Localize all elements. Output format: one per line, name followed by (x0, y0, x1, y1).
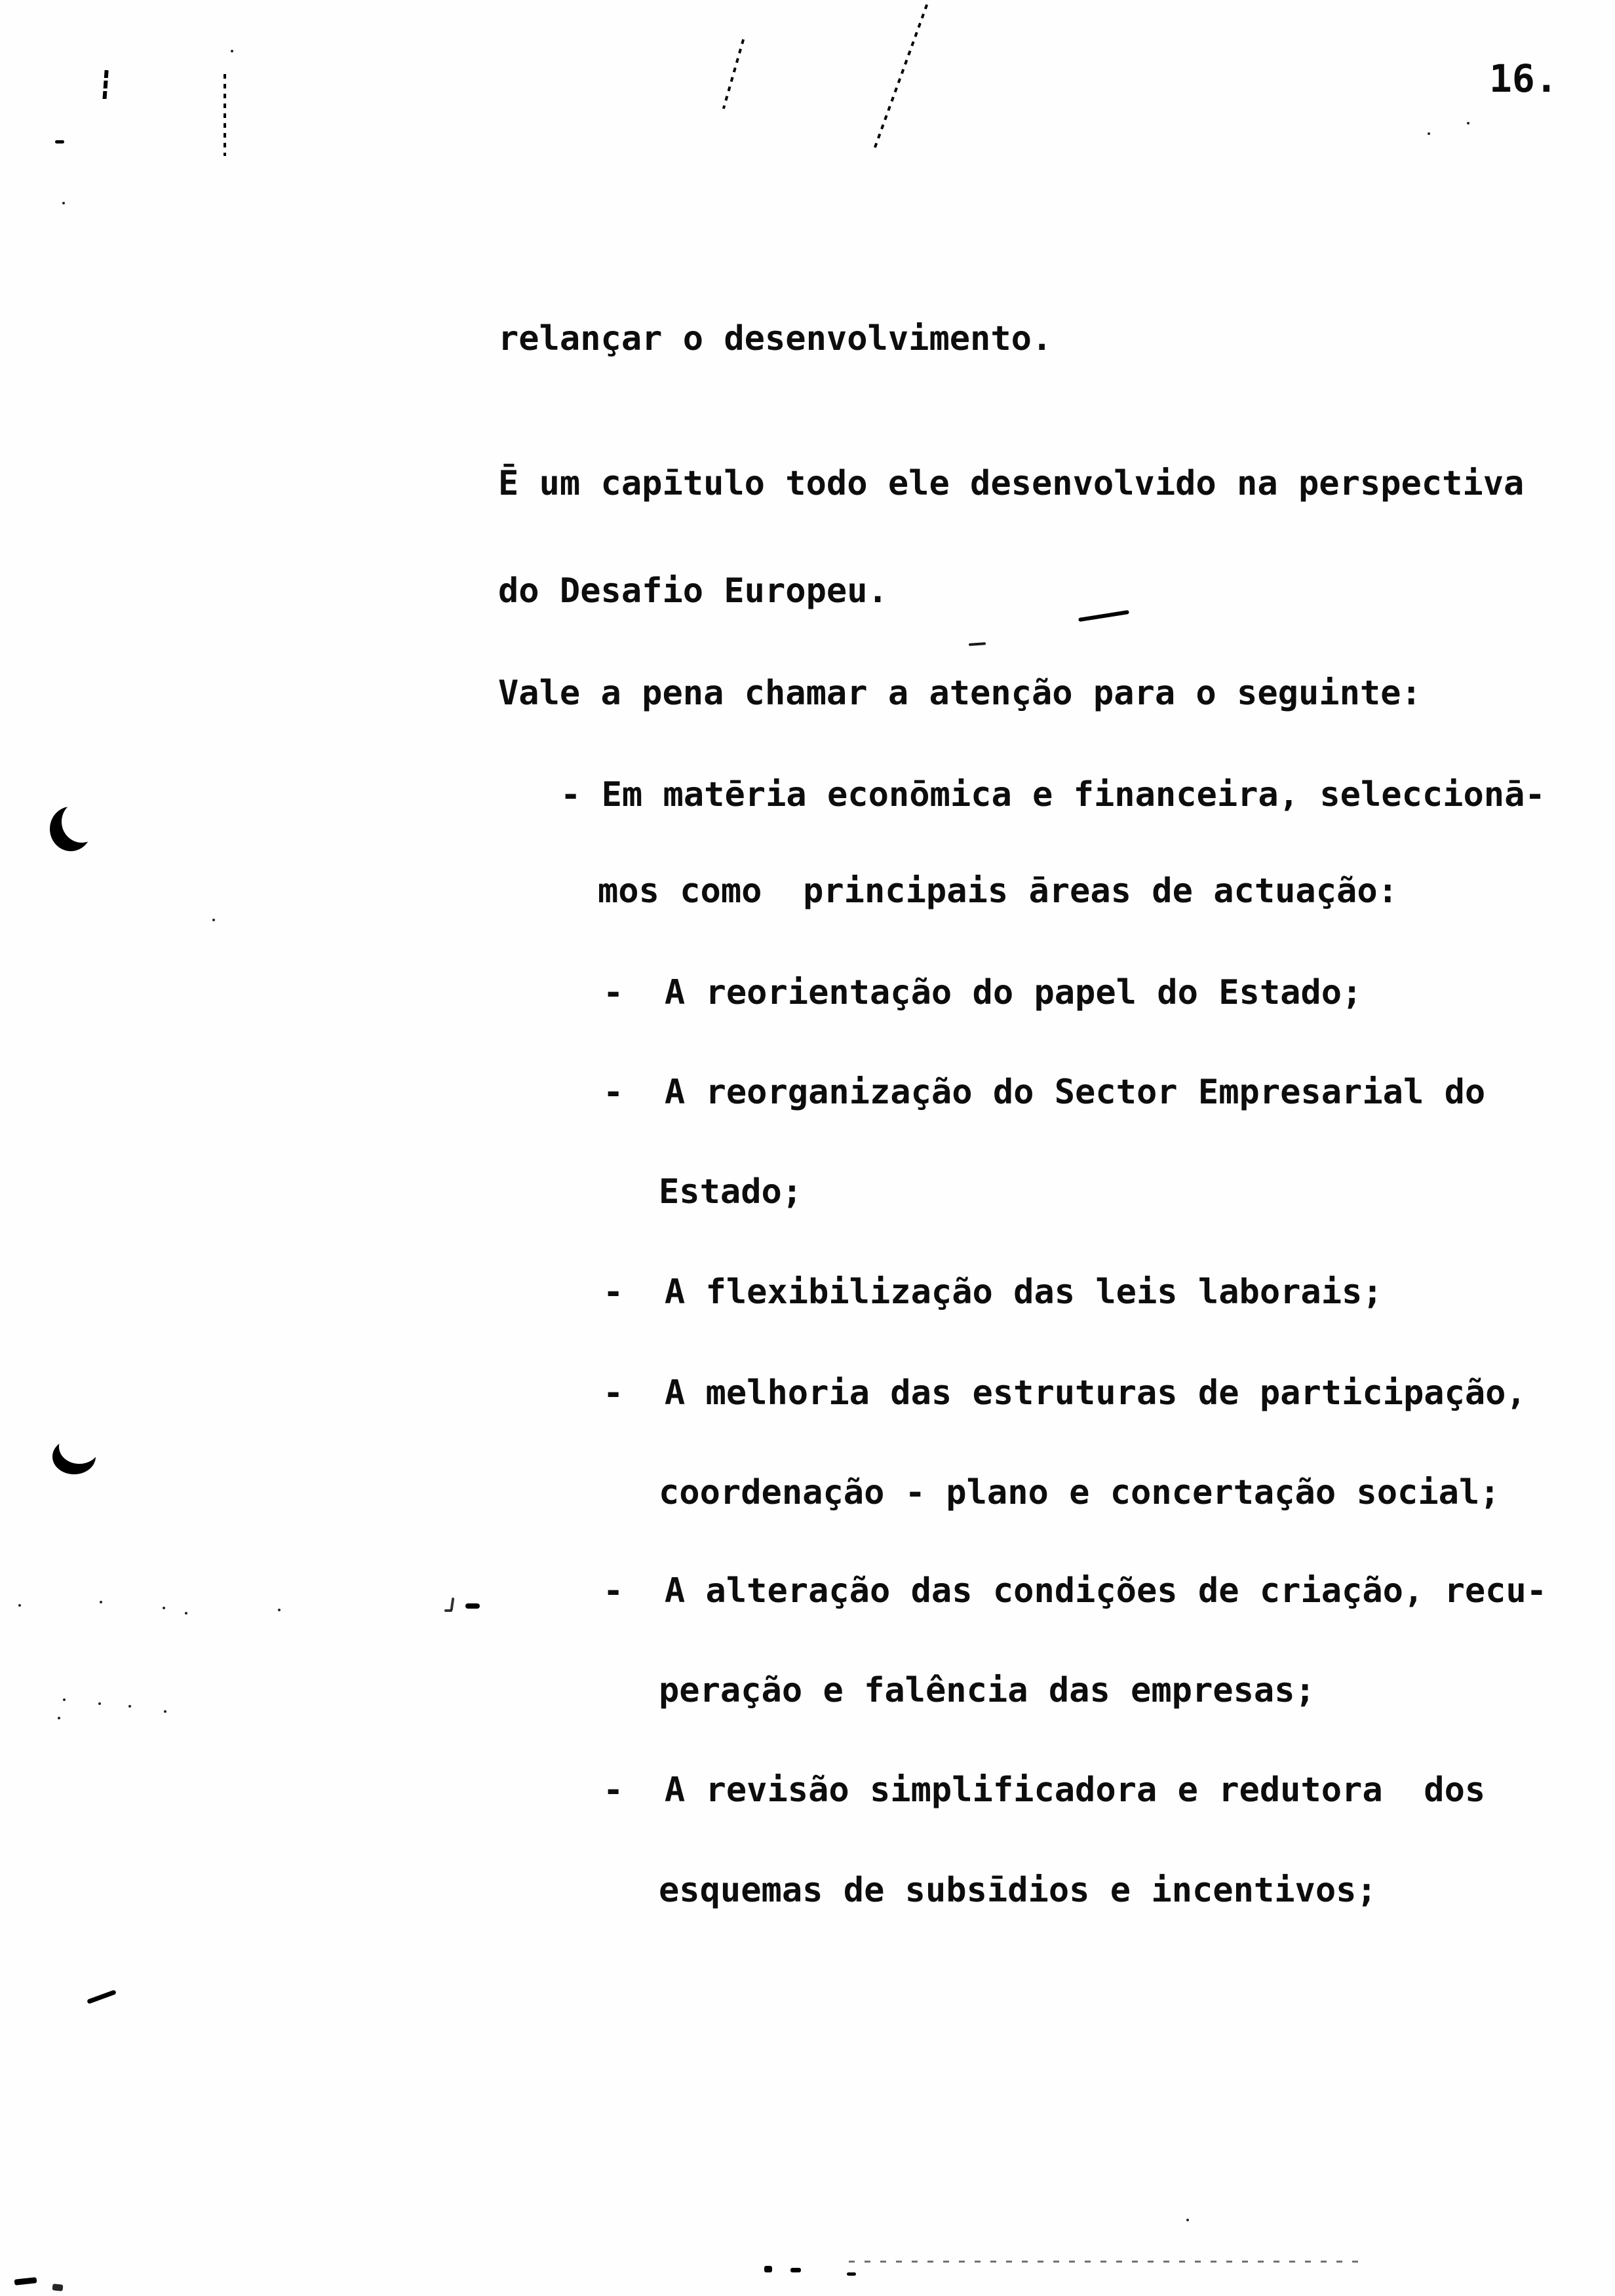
page-number: 16. (1489, 56, 1558, 101)
margin-dash (55, 140, 64, 144)
bottom-dotted-line (849, 2261, 1367, 2263)
pen-dash-small (969, 642, 986, 646)
ink-crescent-upper-cutout (62, 801, 102, 843)
text-line: - A alteração das condições de criação, recu- (603, 1571, 1547, 1611)
text-line: Ē um capītulo todo ele desenvolvido na perspectiva (498, 464, 1525, 503)
text-line: coordenação - plano e concertação social; (659, 1473, 1500, 1512)
bottom-blob-1 (764, 2266, 772, 2272)
text-line: - A flexibilização das leis laborais; (603, 1272, 1383, 1312)
pen-dash-right (1078, 610, 1129, 622)
scan-speckles (231, 50, 233, 52)
bottom-blob-2 (790, 2268, 801, 2272)
text-line: - Em matēria econōmica e financeira, seleccionā- (560, 775, 1546, 814)
text-line: - A reorganização do Sector Empresarial do (603, 1073, 1486, 1112)
text-line: mos como principais āreas de actuação: (598, 871, 1398, 911)
corner-scribble (14, 2277, 37, 2286)
fold-mark-diagonal-2 (873, 4, 928, 149)
fold-mark-squiggle (102, 70, 108, 100)
text-line: esquemas de subsīdios e incentivos; (659, 1871, 1377, 1910)
text-line: - A melhoria das estruturas de participação, (603, 1373, 1527, 1413)
text-line: - A revisão simplificadora e redutora dos (603, 1770, 1486, 1810)
ink-crescent-lower-cutout (59, 1430, 100, 1464)
fold-mark-vertical (224, 74, 226, 156)
text-line: Vale a pena chamar a atenção para o seguinte: (498, 674, 1422, 713)
fold-mark-diagonal-1 (722, 39, 745, 109)
pencil-squiggle-curve (444, 1609, 452, 1612)
corner-scribble-2 (52, 2284, 64, 2291)
text-line: - A reorientação do papel do Estado; (603, 973, 1363, 1012)
pen-swoosh-bottom-left (87, 1989, 117, 2004)
pencil-dash (465, 1603, 480, 1609)
text-line: relançar o desenvolvimento. (498, 319, 1053, 358)
text-line: Estado; (659, 1172, 803, 1212)
text-line: peração e falência das empresas; (659, 1671, 1315, 1710)
bottom-blob-3 (847, 2272, 856, 2276)
text-line: do Desafio Europeu. (498, 571, 888, 611)
